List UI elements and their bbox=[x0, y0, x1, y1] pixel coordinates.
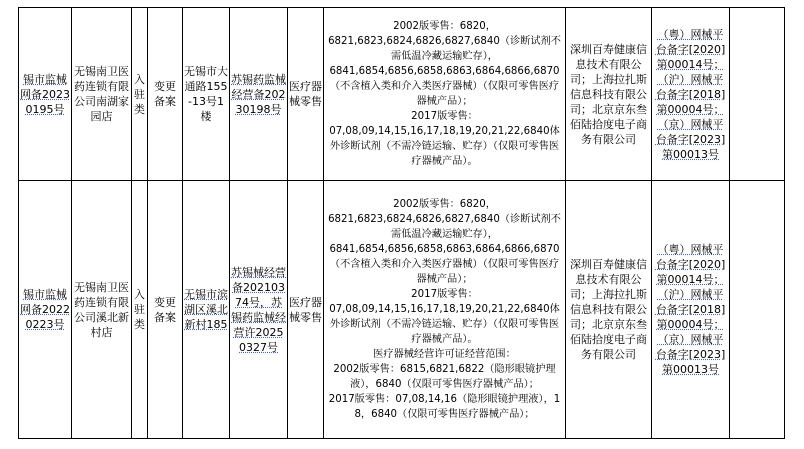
change-type-cell bbox=[148, 181, 183, 439]
license-number: 苏锡械经营备20210374号，苏锡药监械经营许20250327号 bbox=[231, 265, 286, 354]
scope-line: 07,08,09,14,15,16,17,18,19,20,21,22,6840体外诊断试剂（不需冷链运输、贮存）（仅限可零售医疗器械产品）。 bbox=[329, 126, 560, 167]
business-type-cell bbox=[288, 181, 324, 439]
company-name: 无锡南卫医药连锁有限公司南湖家园店 bbox=[74, 65, 129, 123]
filing-cell bbox=[652, 181, 730, 439]
record-number: 锡市监械网备20230195号 bbox=[20, 72, 70, 116]
scope-line: 6821,6823,6824,6826,6827,6840（诊断试剂不需低温冷藏运输贮存）， bbox=[328, 36, 561, 62]
platform-cell bbox=[566, 181, 652, 439]
address: 无锡市滨湖区溪北新村185 bbox=[184, 288, 228, 331]
empty-cell bbox=[730, 181, 785, 439]
record-number: 锡市监械网备20220223号 bbox=[20, 288, 70, 331]
scope-line: 2017版零售：07,08,14,16（隐形眼镜护理液），18，6840（仅限可零售医疗器械产品）； bbox=[328, 394, 561, 420]
change-type: 变更备案 bbox=[154, 295, 176, 324]
business-scope-cell bbox=[324, 181, 566, 439]
license-cell bbox=[230, 181, 288, 439]
platform-names: 深圳百寿健康信息技术有限公司；上海拉扎斯信息科技有限公司；北京京东叁佰陆拾度电子商务有限公司 bbox=[570, 42, 647, 146]
license-number: 苏锡药监械经营备20230198号 bbox=[231, 72, 286, 116]
scope-line: 6841,6854,6856,6858,6863,6864,6866,6870（不含植入类和介入类医疗器械）（仅限可零售医疗器械产品）； bbox=[329, 244, 560, 285]
category: 入驻类 bbox=[134, 288, 145, 331]
business-type: 医疗器械零售 bbox=[289, 80, 322, 108]
record-number-cell bbox=[19, 8, 72, 181]
change-type: 变更备案 bbox=[154, 80, 176, 108]
registration-table bbox=[18, 7, 785, 439]
scope-line: 2002版零售：6815,6821,6822（隐形眼镜护理液），6840（仅限可零售医疗器械产品）； bbox=[333, 364, 556, 390]
address-cell bbox=[183, 8, 230, 181]
scope-line: 医疗器械经营许可证经营范围： bbox=[373, 349, 516, 360]
table-row bbox=[19, 8, 785, 181]
record-number-cell bbox=[19, 181, 72, 439]
filing-cell bbox=[652, 8, 730, 181]
scope-line: 2017版零售： bbox=[411, 289, 478, 300]
scope-line: 07,08,09,14,15,16,17,18,19,20,21,22,6840体外诊断试剂（不需冷链运输、贮存）（仅限可零售医疗器械产品）。 bbox=[329, 304, 560, 345]
category: 入驻类 bbox=[134, 72, 145, 116]
scope-line: 6841,6854,6856,6858,6863,6864,6866,6870（不含植入类和介入类医疗器械）（仅限可零售医疗器械产品）； bbox=[329, 66, 560, 107]
platform-cell bbox=[566, 8, 652, 181]
change-type-cell bbox=[148, 8, 183, 181]
business-scope-cell bbox=[324, 8, 566, 181]
business-type-cell bbox=[288, 8, 324, 181]
company-name: 无锡南卫医药连锁有限公司溪北新村店 bbox=[74, 280, 129, 339]
table-row bbox=[19, 181, 785, 439]
company-name-cell bbox=[72, 8, 132, 181]
platform-names: 深圳百寿健康信息技术有限公司；上海拉扎斯信息科技有限公司；北京京东叁佰陆拾度电子商务有限公司 bbox=[570, 258, 647, 361]
scope-line: 6821,6823,6824,6826,6827,6840（诊断试剂不需低温冷藏运输贮存）， bbox=[328, 214, 561, 240]
empty-cell bbox=[730, 8, 785, 181]
category-cell bbox=[132, 181, 148, 439]
license-cell bbox=[230, 8, 288, 181]
platform-filing-numbers: （粤）网械平台备字[2020]第00014号；（沪）网械平台备字[2018]第00004号；（京）网械平台备字[2023]第00013号 bbox=[655, 27, 726, 161]
platform-filing-numbers: （粤）网械平台备字[2020]第00014号；（沪）网械平台备字[2018]第00004号；（京）网械平台备字[2023]第00013号 bbox=[655, 243, 726, 376]
scope-line: 2002版零售：6820， bbox=[393, 21, 496, 32]
scope-line: 2017版零售： bbox=[411, 111, 478, 122]
business-type: 医疗器械零售 bbox=[289, 295, 322, 324]
address: 无锡市大通路155-13号1楼 bbox=[184, 65, 228, 123]
scope-line: 2002版零售：6820， bbox=[393, 199, 496, 210]
category-cell bbox=[132, 8, 148, 181]
address-cell bbox=[183, 181, 230, 439]
company-name-cell bbox=[72, 181, 132, 439]
